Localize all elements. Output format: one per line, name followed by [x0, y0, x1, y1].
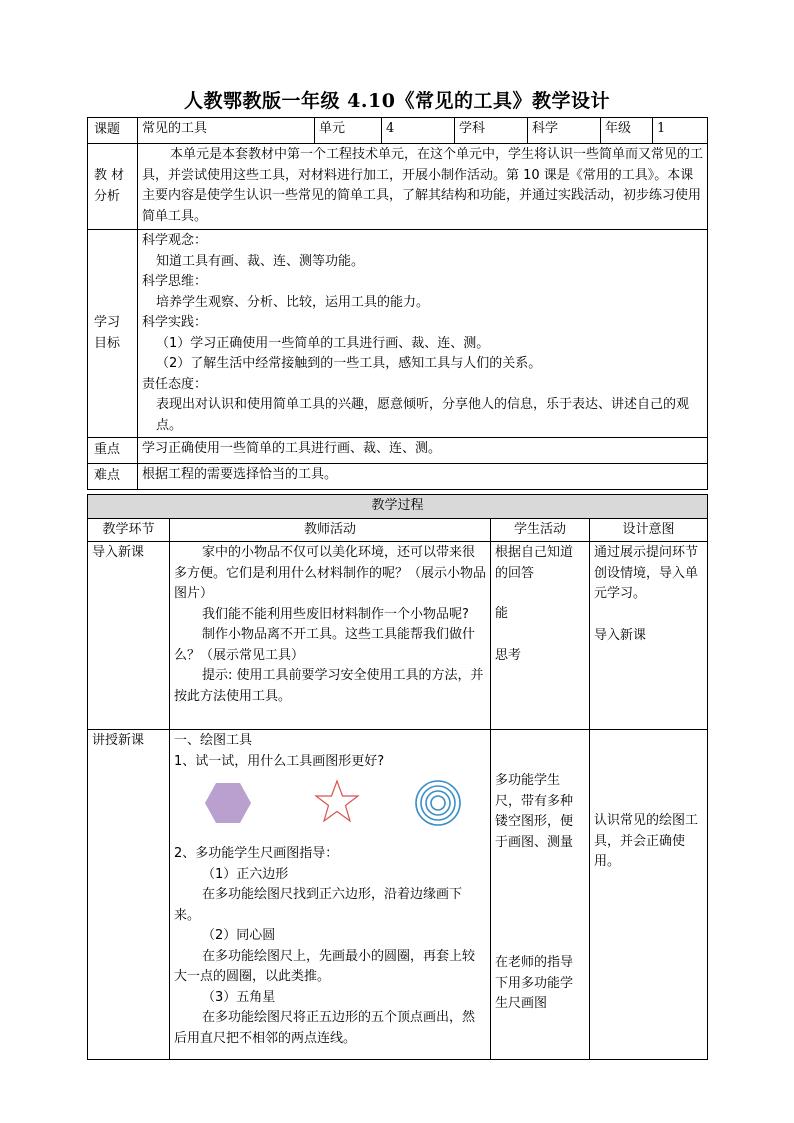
col-student: 学生活动 [491, 518, 590, 542]
goals-label: 学习 目标 [88, 230, 138, 438]
subject-label: 学科 [455, 118, 528, 144]
teacher-activity: 一、绘图工具 1、试一试，用什么工具画图形更好? 2、多功能学生尺画图指导： （1）正六边形 在多功能绘图尺找到正六边形，沿着边缘画下来。 （2）同心圆 在多功能绘图尺上，先画最小的圆圈，再套上较大一点的圆圈，以此类推。 （3）五角星 在多功能绘图尺将正五边形的五个顶点画出，然后用直尺把不相邻的两点连线。 [170, 730, 491, 1060]
process-header: 教学过程 [88, 495, 708, 519]
difficulty-row [88, 464, 708, 490]
concept-text: 知道工具有画、裁、连、测等功能。 [156, 253, 365, 269]
difficulty-text: 根据工程的需要选择恰当的工具。 [138, 464, 708, 490]
info-row [88, 118, 708, 144]
key-label: 重点 [88, 438, 138, 464]
student-activity: 根据自己知道的回答 能 思考 [491, 542, 590, 730]
process-table [87, 494, 708, 1060]
page-title: 人教鄂教版一年级 4.10《常见的工具》教学设计 [184, 90, 610, 112]
col-teacher: 教师活动 [170, 518, 491, 542]
info-table [87, 117, 708, 490]
table-row [88, 542, 708, 730]
goals-row [88, 230, 708, 438]
shape-examples [174, 772, 486, 844]
attitude-text: 表现出对认识和使用简单工具的兴趣，愿意倾听，分享他人的信息，乐于表达、讲述自己的观点。 [156, 397, 690, 433]
design-intent: 认识常见的绘图工具，并会正确使用。 [590, 730, 708, 1060]
star-icon [314, 779, 360, 823]
unit-value: 4 [382, 118, 455, 144]
concept-heading: 科学观念： [142, 233, 208, 248]
teacher-activity: 家中的小物品不仅可以美化环境，还可以带来很多方便。它们是利用什么材料制作的呢？（展示小物品图片） 我们能不能利用些废旧材料制作一个小物品呢? 制作小物品离不开工具。这些工具能帮我们做什么？（展示常见工具） 提示: 使用工具前要学习安全使用工具的方法，并按此方法使用工具。 [170, 542, 491, 730]
thinking-heading: 科学思维： [142, 274, 208, 289]
attitude-heading: 责任态度： [142, 376, 208, 392]
stage-teaching: 讲授新课 [88, 730, 170, 1060]
unit-label: 单元 [315, 118, 382, 144]
student-activity: 多功能学生尺，带有多种镂空图形，便于画图、测量 在老师的指导下用多功能学生尺画图 [491, 730, 590, 1060]
practice-item: （1）学习正确使用一些简单的工具进行画、裁、连、测。 [156, 335, 490, 351]
concentric-circles-icon [414, 779, 462, 827]
col-intent: 设计意图 [590, 518, 708, 542]
analysis-row [88, 144, 708, 230]
grade-label: 年级 [601, 118, 653, 144]
process-header-row [88, 495, 708, 519]
analysis-label: 教 材 分析 [88, 144, 138, 230]
design-intent: 通过展示提问环节创设情境，导入单元学习。 导入新课 [590, 542, 708, 730]
subject-value: 科学 [528, 118, 601, 144]
stage-intro: 导入新课 [88, 542, 170, 730]
difficulty-label: 难点 [88, 464, 138, 490]
topic-value: 常见的工具 [138, 118, 315, 144]
grade-value: 1 [653, 118, 708, 144]
hexagon-icon [204, 782, 252, 824]
topic-label: 课题 [88, 118, 138, 144]
goals-content [138, 230, 708, 438]
key-text: 学习正确使用一些简单的工具进行画、裁、连、测。 [138, 438, 708, 464]
key-row [88, 438, 708, 464]
practice-item: （2）了解生活中经常接触到的一些工具，感知工具与人们的关系。 [156, 356, 542, 371]
column-header-row [88, 518, 708, 542]
col-stage: 教学环节 [88, 518, 170, 542]
analysis-text: 本单元是本套教材中第一个工程技术单元，在这个单元中，学生将认识一些简单而又常见的工具，并尝试使用这些工具，对材料进行加工，开展小制作活动。第 10 课是《常用的工具》。本课主要内容是使学生认识一些常见的简单工具，了解其结构和功能，并通过实践活动，初步练习使用简单工具。 [138, 144, 708, 230]
practice-heading: 科学实践： [142, 315, 208, 330]
thinking-text: 培养学生观察、分析、比较，运用工具的能力。 [156, 294, 430, 310]
table-row [88, 730, 708, 1060]
